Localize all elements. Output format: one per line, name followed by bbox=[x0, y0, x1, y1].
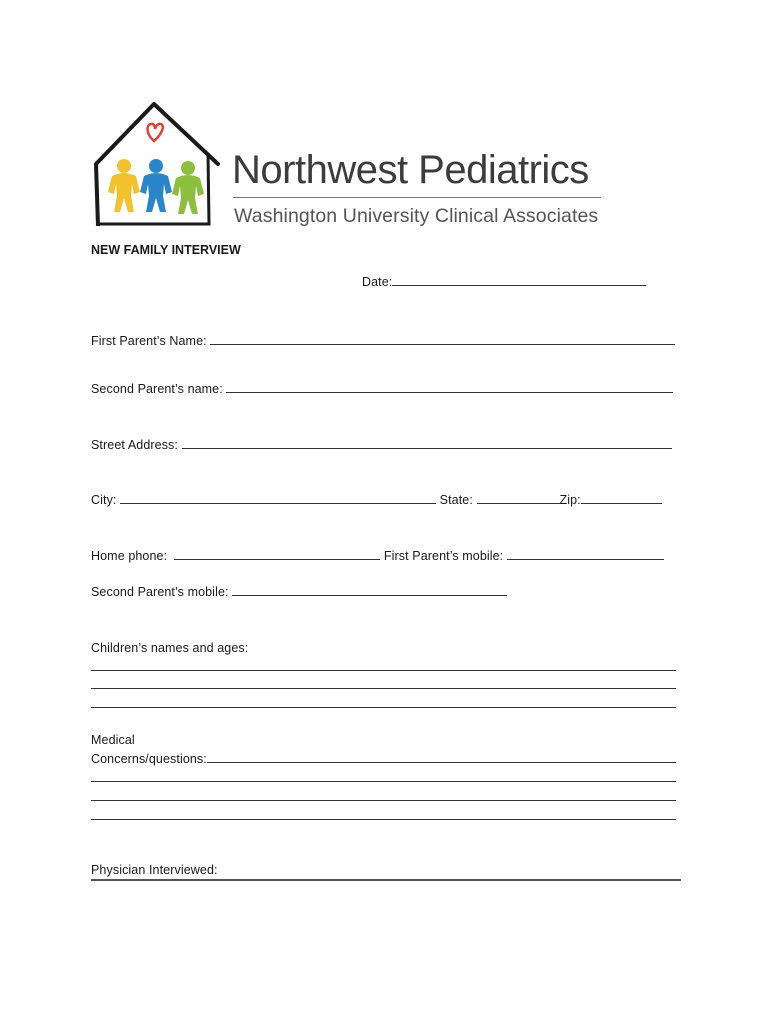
street-address-field[interactable] bbox=[182, 437, 672, 449]
date-field[interactable] bbox=[392, 274, 646, 286]
second-parent-name-field[interactable] bbox=[226, 381, 673, 393]
house-with-children-and-heart-logo bbox=[88, 96, 228, 226]
street-address-label: Street Address: bbox=[91, 438, 178, 452]
medical-concerns-row bbox=[91, 751, 676, 766]
children-line-1[interactable] bbox=[91, 670, 676, 671]
date-label: Date: bbox=[362, 275, 393, 289]
phone-row bbox=[91, 548, 664, 563]
first-parent-mobile-field[interactable] bbox=[507, 548, 664, 560]
form-heading: NEW FAMILY INTERVIEW bbox=[91, 243, 241, 257]
zip-label: Zip: bbox=[559, 493, 581, 507]
children-line-2[interactable] bbox=[91, 688, 676, 689]
first-parent-name-row bbox=[91, 333, 675, 348]
second-parent-name-label: Second Parent’s name: bbox=[91, 382, 223, 396]
second-parent-mobile-row bbox=[91, 584, 507, 599]
medical-line-2[interactable] bbox=[91, 800, 676, 801]
children-label: Children’s names and ages: bbox=[91, 641, 249, 655]
city-label: City: bbox=[91, 493, 117, 507]
home-phone-label: Home phone: bbox=[91, 549, 168, 563]
city-state-zip-row bbox=[91, 492, 662, 507]
medical-label-line2: Concerns/questions: bbox=[91, 752, 207, 766]
brand-divider bbox=[233, 197, 601, 198]
yellow-child-icon bbox=[108, 159, 140, 212]
state-field[interactable] bbox=[477, 492, 560, 504]
children-line-3[interactable] bbox=[91, 707, 676, 708]
medical-line-3[interactable] bbox=[91, 819, 676, 820]
green-child-icon bbox=[172, 161, 204, 214]
city-field[interactable] bbox=[120, 492, 436, 504]
physician-field[interactable] bbox=[91, 879, 681, 881]
heart-icon bbox=[148, 124, 163, 141]
brand-title: Northwest Pediatrics bbox=[232, 148, 589, 192]
zip-field[interactable] bbox=[581, 492, 662, 504]
second-parent-name-row bbox=[91, 381, 673, 396]
brand-subtitle: Washington University Clinical Associates bbox=[234, 205, 599, 227]
second-parent-mobile-label: Second Parent’s mobile: bbox=[91, 585, 229, 599]
state-label: State: bbox=[439, 493, 473, 507]
blue-child-icon bbox=[140, 159, 172, 212]
first-parent-mobile-label: First Parent’s mobile: bbox=[383, 549, 504, 563]
street-address-row bbox=[91, 437, 672, 452]
medical-line-1[interactable] bbox=[91, 781, 676, 782]
medical-label-line1: Medical bbox=[91, 733, 135, 747]
first-parent-name-field[interactable] bbox=[210, 333, 675, 345]
second-parent-mobile-field[interactable] bbox=[232, 584, 507, 596]
first-parent-name-label: First Parent’s Name: bbox=[91, 334, 207, 348]
physician-label: Physician Interviewed: bbox=[91, 863, 218, 877]
home-phone-field[interactable] bbox=[174, 548, 380, 560]
medical-concerns-field[interactable] bbox=[207, 751, 676, 763]
date-row bbox=[362, 274, 646, 289]
